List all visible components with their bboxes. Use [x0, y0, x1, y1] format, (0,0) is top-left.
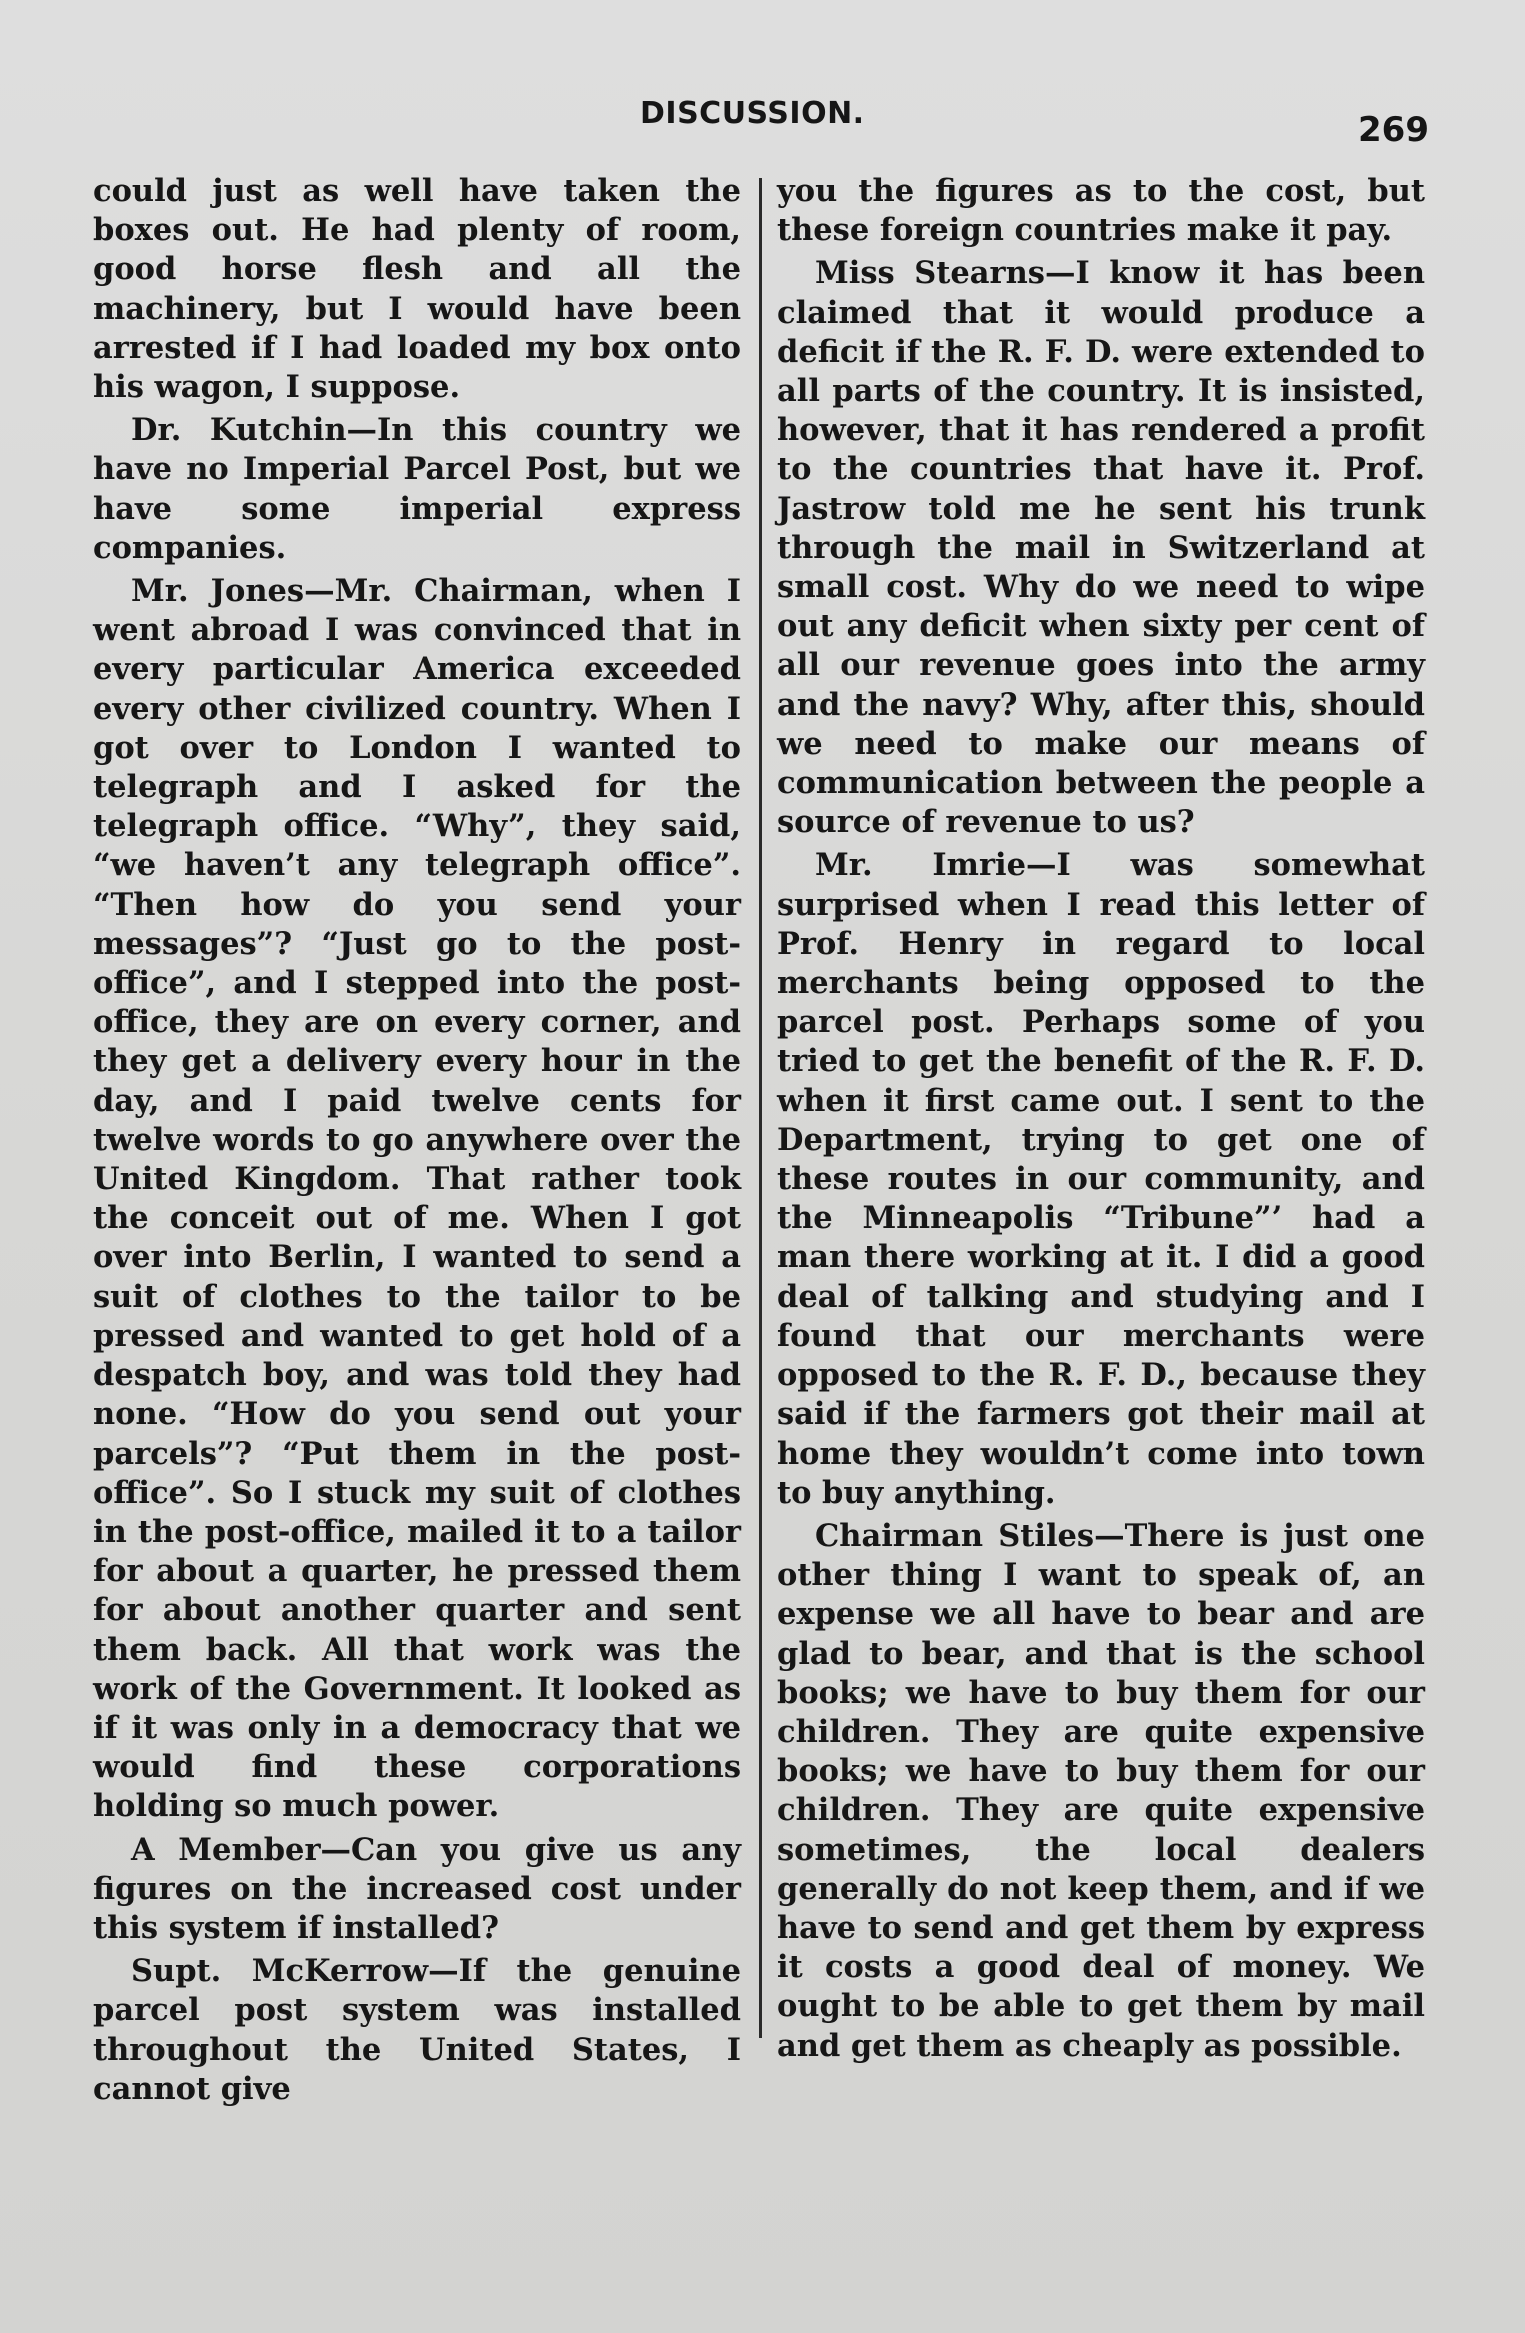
paragraph-stiles: Chairman Stiles—There is just one other thing I want to speak of, an expense we all have to bear and are glad to bear, and that is the school books; we have to buy them for our children. They are quite expensive books; we have to buy them for our children. They are quite expensive sometimes, the local dealers generally do not keep them, and if we have to send and get them by express it costs a good deal of money. We ought to be able to get them by mail and get them as cheaply as possible. — [777, 1517, 1425, 2064]
paragraph-imrie: Mr. Imrie—I was somewhat surprised when I read this letter of Prof. Henry in regard to local merchants being opposed to the parcel post. Perhaps some of you tried to get the benefit of the R. F. D. when it first came out. I sent to the Department, trying to get one of these routes in our community, and the Minneapolis “Tribune”’ had a man there working at it. I did a good deal of talking and studying and I found that our merchants were opposed to the R. F. D., because they said if the farmers got their mail at home they wouldn’t come into town to buy anything. — [777, 847, 1425, 1511]
running-head: DISCUSSION. — [640, 96, 865, 131]
paragraph-continuation: could just as well have taken the boxes out. He had plenty of room, good horse flesh and all the machinery, but I would have been arrested if I had loaded my box onto his wagon, I suppose. — [93, 173, 741, 406]
paragraph-kutchin: Dr. Kutchin—In this country we have no Imperial Parcel Post, but we have some imperial express companies. — [93, 412, 741, 566]
paragraph-member: A Member—Can you give us any figures on the increased cost under this system if installed? — [93, 1831, 741, 1946]
right-column — [777, 172, 1425, 2070]
column-divider — [759, 178, 762, 2038]
page-number: 269 — [1358, 110, 1429, 150]
page-header — [0, 96, 1525, 150]
paragraph-continuation-right: you the figures as to the cost, but these foreign countries make it pay. — [777, 173, 1425, 249]
paragraph-stearns: Miss Stearns—I know it has been claimed that it would produce a deficit if the R. F. D. were extended to all parts of the country. It is insisted, however, that it has rendered a profit to the countries that have it. Prof. Jastrow told me he sent his trunk through the mail in Switzerland at small cost. Why do we need to wipe out any deficit when sixty per cent of all our revenue goes into the army and the navy? Why, after this, should we need to make our means of communication between the people a source of revenue to us? — [777, 255, 1425, 841]
left-column — [93, 172, 741, 2113]
paragraph-jones: Mr. Jones—Mr. Chairman, when I went abroad I was convinced that in every particular America exceeded every other civilized country. When I got over to London I wanted to telegraph and I asked for the telegraph office. “Why”, they said, “we haven’t any telegraph office”. “Then how do you send your messages”? “Just go to the post-office”, and I stepped into the post-office, they are on every corner, and they get a delivery every hour in the day, and I paid twelve cents for twelve words to go anywhere over the United Kingdom. That rather took the conceit out of me. When I got over into Berlin, I wanted to send a suit of clothes to the tailor to be pressed and wanted to get hold of a despatch boy, and was told they had none. “How do you send out your parcels”? “Put them in the post-office”. So I stuck my suit of clothes in the post-office, mailed it to a tailor for about a quarter, he pressed them for about another quarter and sent them back. All that work was the work of the Government. It looked as if it was only in a democracy that we would find these corporations holding so much power. — [93, 573, 741, 1825]
paragraph-mckerrow: Supt. McKerrow—If the genuine parcel post system was installed throughout the United States, I cannot give — [93, 1953, 741, 2107]
